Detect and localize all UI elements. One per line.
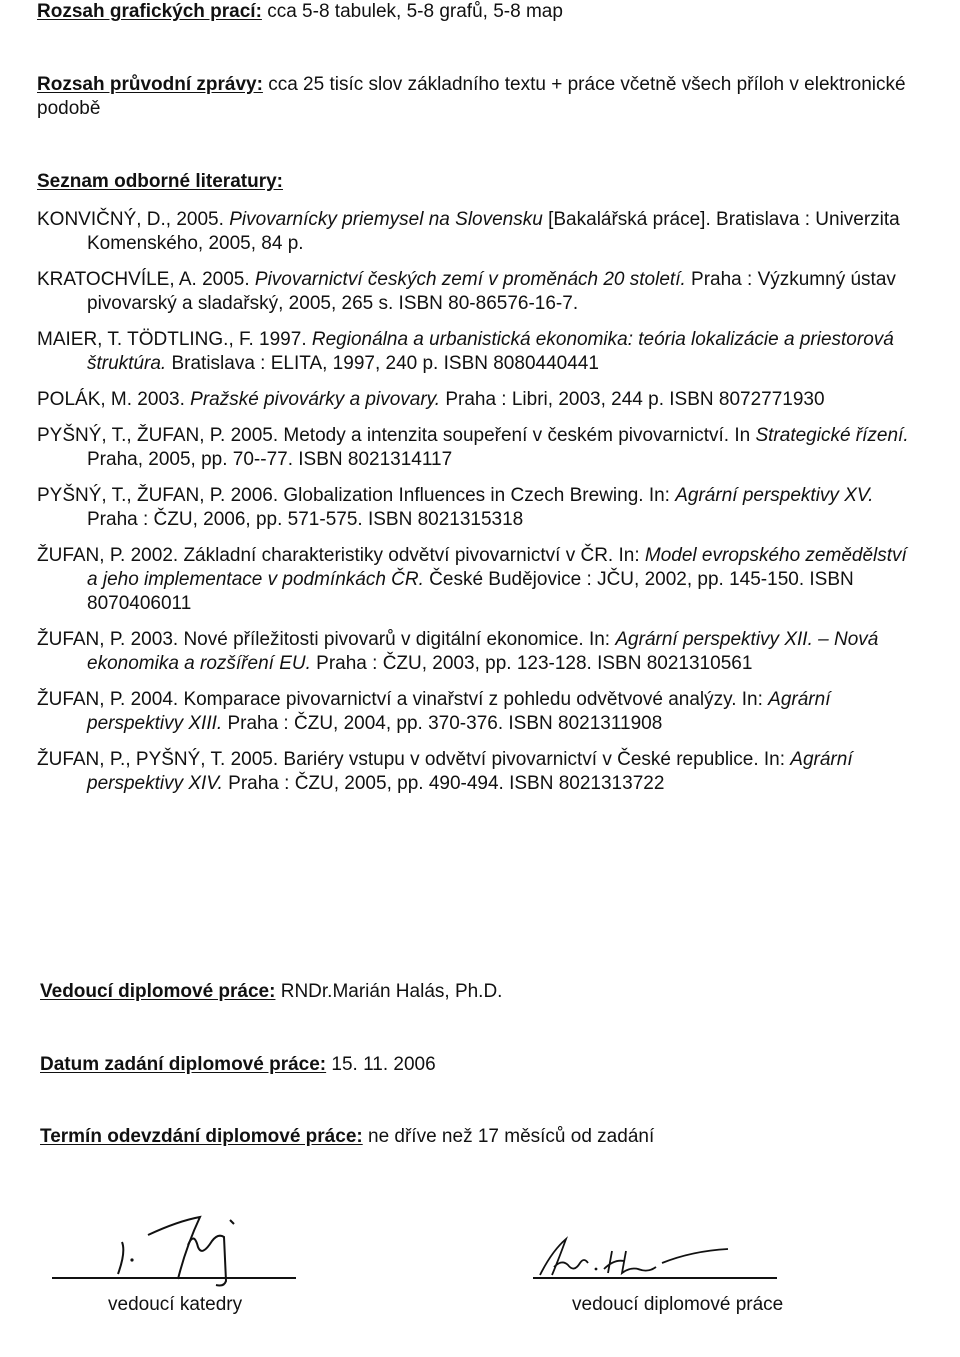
literature-heading: [37, 170, 917, 194]
left-signature-label: vedoucí katedry: [108, 1294, 243, 1315]
reference-item: KRATOCHVÍLE, A. 2005. Pivovarnictví českých zemí v proměnách 20 století. Praha : Výzkumný ústav pivovarský a sladařský, 2005, 265 s. ISBN 80-86576-16-7.: [37, 269, 896, 314]
deadline-line: [40, 1125, 920, 1149]
report-scope-value: cca 25 tisíc slov základního textu + práce včetně všech příloh v elektronické podobě: [37, 74, 906, 119]
literature-label: Seznam odborné literatury:: [37, 171, 283, 192]
graphics-scope-value: cca 5-8 tabulek, 5-8 grafů, 5-8 map: [261, 1, 563, 22]
supervisor-line: [40, 980, 920, 1004]
reference-item: ŽUFAN, P. 2002. Základní charakteristiky odvětví pivovarnictví v ČR. In: Model evropského zemědělství a jeho implementace v podmínkách ČR. České Budějovice : JČU, 2002, pp. 145-150. ISBN 8070406011: [37, 545, 907, 614]
reference-item: MAIER, T. TÖDTLING., F. 1997. Regionálna a urbanistická ekonomika: teória lokalizácie a priestorová štruktúra. Bratislava : ELITA, 1997, 240 p. ISBN 8080440441: [37, 329, 894, 374]
supervisor-signature: [530, 1225, 750, 1285]
deadline-value: ne dříve než 17 měsíců od zadání: [362, 1126, 655, 1147]
left-signature-line: [52, 1277, 296, 1279]
reference-list: [37, 208, 917, 808]
assignment-date-label: Datum zadání diplomové práce:: [40, 1054, 327, 1075]
reference-item: PYŠNÝ, T., ŽUFAN, P. 2006. Globalization Influences in Czech Brewing. In: Agrární perspektivy XV. Praha : ČZU, 2006, pp. 571-575. ISBN 8021315318: [37, 485, 874, 530]
deadline-label: Termín odevzdání diplomové práce:: [40, 1126, 363, 1147]
graphics-scope-label: Rozsah grafických prací:: [37, 1, 262, 22]
report-scope: [37, 73, 917, 121]
reference-item: POLÁK, M. 2003. Pražské pivovárky a pivovary. Praha : Libri, 2003, 244 p. ISBN 8072771930: [37, 389, 825, 410]
reference-item: PYŠNÝ, T., ŽUFAN, P. 2005. Metody a intenzita soupeření v českém pivovarnictví. In Strategické řízení. Praha, 2005, pp. 70--77. ISBN 8021314117: [37, 425, 909, 470]
reference-item: ŽUFAN, P., PYŠNÝ, T. 2005. Bariéry vstupu v odvětví pivovarnictví v České republice. In: Agrární perspektivy XIV. Praha : ČZU, 2005, pp. 490-494. ISBN 8021313722: [37, 749, 853, 794]
report-scope-label: Rozsah průvodní zprávy:: [37, 74, 263, 95]
supervisor-value: RNDr.Marián Halás, Ph.D.: [275, 981, 503, 1002]
supervisor-label: Vedoucí diplomové práce:: [40, 981, 276, 1002]
right-signature-line: [533, 1277, 777, 1279]
right-signature-label: vedoucí diplomové práce: [572, 1294, 784, 1315]
assignment-date-value: 15. 11. 2006: [326, 1054, 436, 1075]
assignment-date-line: [40, 1053, 920, 1077]
graphics-scope: [37, 0, 917, 24]
reference-item: KONVIČNÝ, D., 2005. Pivovarnícky priemysel na Slovensku [Bakalářská práce]. Bratislava : Univerzita Komenského, 2005, 84 p.: [37, 209, 900, 254]
reference-item: ŽUFAN, P. 2004. Komparace pivovarnictví a vinařství z pohledu odvětvové analýzy. In: Agrární perspektivy XIII. Praha : ČZU, 2004, pp. 370-376. ISBN 8021311908: [37, 689, 831, 734]
reference-item: ŽUFAN, P. 2003. Nové příležitosti pivovarů v digitální ekonomice. In: Agrární perspektivy XII. – Nová ekonomika a rozšíření EU. Praha : ČZU, 2003, pp. 123-128. ISBN 8021310561: [37, 629, 879, 674]
